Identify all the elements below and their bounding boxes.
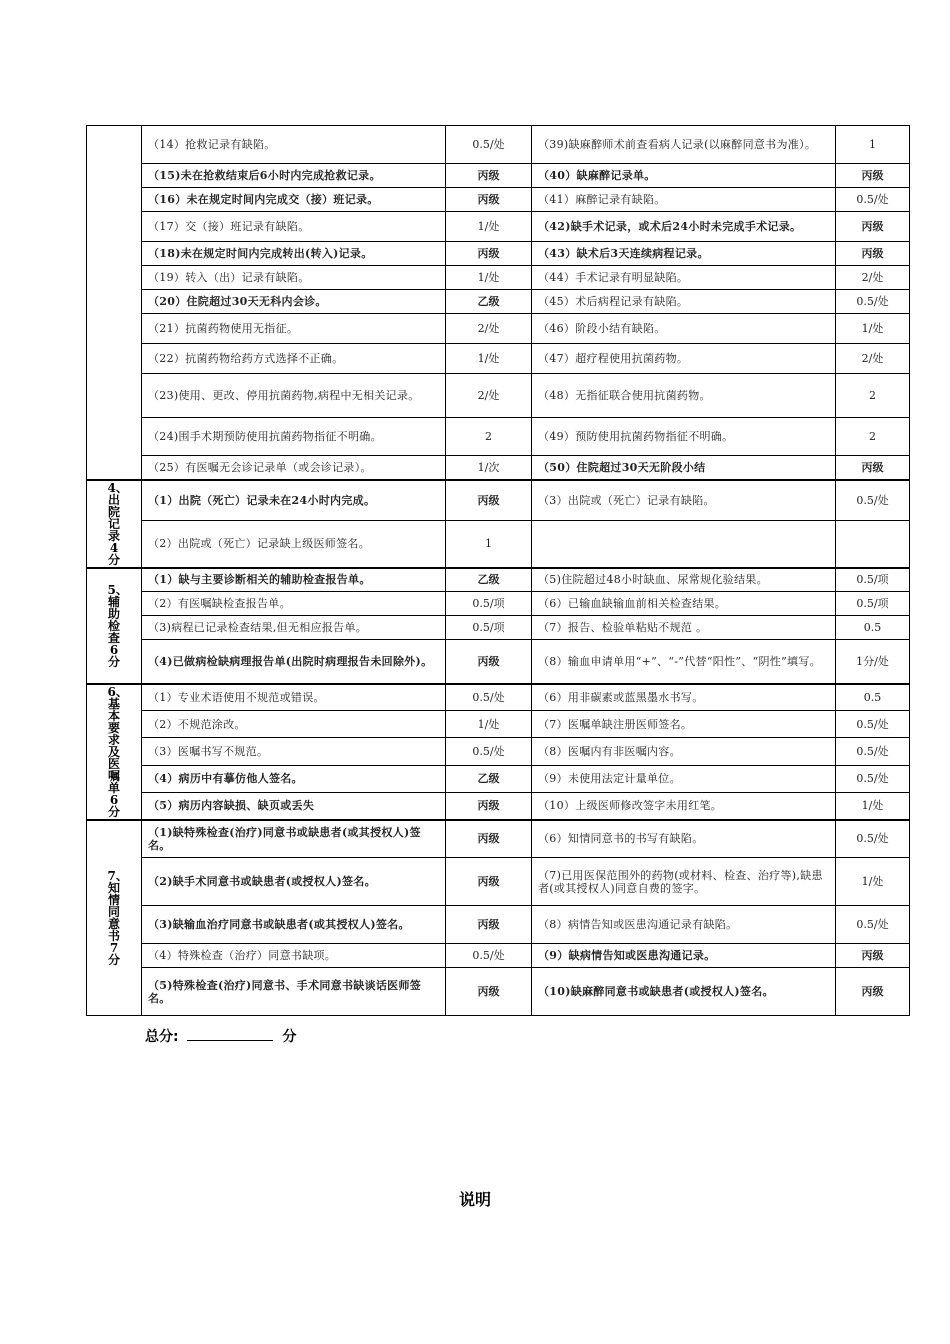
item-deduction: 0.5	[836, 616, 910, 640]
item-description: （4)已做病检缺病理报告单(出院时病理报告未回除外)。	[142, 640, 446, 684]
item-deduction: 乙级	[446, 290, 532, 314]
table-row	[87, 480, 910, 521]
table-row	[87, 568, 910, 592]
item-description: （1）专业术语使用不规范或错误。	[142, 684, 446, 711]
category-label: 6、基本要求及医嘱单6分	[107, 684, 128, 819]
item-description: （3)缺输血治疗同意书或缺患者(或其授权人)签名。	[142, 906, 446, 944]
item-deduction: 1/次	[446, 456, 532, 480]
item-deduction: 2	[446, 418, 532, 456]
item-description: （43）缺术后3天连续病程记录。	[532, 242, 836, 266]
item-deduction: 丙级	[446, 188, 532, 212]
scoring-table	[86, 125, 910, 1016]
table-row	[87, 765, 910, 792]
item-deduction: 丙级	[836, 212, 910, 242]
item-deduction: 0.5/处	[836, 738, 910, 765]
item-description: （45）术后病程记录有缺陷。	[532, 290, 836, 314]
item-deduction: 2/处	[446, 374, 532, 418]
category-cell	[87, 568, 142, 684]
item-deduction: 1/处	[836, 858, 910, 906]
item-description: （5)住院超过48小时缺血、尿常规化验结果。	[532, 568, 836, 592]
item-description: （22）抗菌药物给药方式选择不正确。	[142, 344, 446, 374]
category-label: 5、辅助检查6分	[107, 582, 128, 669]
category-label: 7、知情同意书7分	[107, 868, 128, 967]
item-deduction: 乙级	[446, 765, 532, 792]
item-deduction: 丙级	[446, 792, 532, 819]
note-title: 说明	[458, 1190, 491, 1209]
item-description: （46）阶段小结有缺陷。	[532, 314, 836, 344]
item-description: （41）麻醉记录有缺陷。	[532, 188, 836, 212]
item-deduction: 2	[836, 418, 910, 456]
item-deduction: 0.5/处	[836, 765, 910, 792]
table-row	[87, 418, 910, 456]
table-row	[87, 684, 910, 711]
item-deduction: 2/处	[836, 344, 910, 374]
item-deduction: 0.5/处	[836, 480, 910, 521]
table-row	[87, 792, 910, 819]
item-description: （42)缺手术记录，或术后24小时未完成手术记录。	[532, 212, 836, 242]
item-deduction: 丙级	[836, 968, 910, 1016]
item-description: （24)围手术期预防使用抗菌药物指征不明确。	[142, 418, 446, 456]
item-deduction: 乙级	[446, 568, 532, 592]
item-description: （1)缺特殊检查(治疗)同意书或缺患者(或其授权人)签名。	[142, 820, 446, 858]
item-description: （1）缺与主要诊断相关的辅助检查报告单。	[142, 568, 446, 592]
item-description: （3）出院或（死亡）记录有缺陷。	[532, 480, 836, 521]
item-description: （6）已输血缺输血前相关检查结果。	[532, 592, 836, 616]
category-cell	[87, 820, 142, 1016]
item-description: （1）出院（死亡）记录未在24小时内完成。	[142, 480, 446, 521]
item-deduction: 0.5/项	[446, 616, 532, 640]
item-deduction: 1/处	[836, 792, 910, 819]
item-description: （39)缺麻醉师术前查看病人记录(以麻醉同意书为准）。	[532, 126, 836, 164]
item-deduction: 0.5/处	[446, 126, 532, 164]
item-deduction: 0.5/处	[446, 944, 532, 968]
total-blank[interactable]	[187, 1028, 273, 1041]
item-deduction: 丙级	[446, 820, 532, 858]
item-deduction: 丙级	[446, 906, 532, 944]
item-description: （7）报告、检验单粘贴不规范 。	[532, 616, 836, 640]
item-description: （4）特殊检查（治疗）同意书缺项。	[142, 944, 446, 968]
table-row	[87, 314, 910, 344]
item-description: （16）未在规定时间内完成交（接）班记录。	[142, 188, 446, 212]
item-description: （18)未在规定时间内完成转出(转入)记录。	[142, 242, 446, 266]
item-description: （15)未在抢救结束后6小时内完成抢救记录。	[142, 164, 446, 188]
item-description: （4）病历中有摹仿他人签名。	[142, 765, 446, 792]
total-unit: 分	[282, 1029, 297, 1045]
category-cell	[87, 126, 142, 480]
item-description: （8）输血申请单用“+”、“-”代替“阳性”、“阴性”填写。	[532, 640, 836, 684]
item-description: （8）医嘱内有非医嘱内容。	[532, 738, 836, 765]
table-row	[87, 374, 910, 418]
item-deduction: 1/处	[446, 266, 532, 290]
item-deduction: 丙级	[836, 164, 910, 188]
item-description: （10）上级医师修改签字未用红笔。	[532, 792, 836, 819]
item-description: （10)缺麻醉同意书或缺患者(或授权人)签名。	[532, 968, 836, 1016]
item-deduction: 2/处	[836, 266, 910, 290]
item-deduction: 0.5/处	[836, 290, 910, 314]
item-deduction: 1/处	[446, 344, 532, 374]
item-description: （6）知情同意书的书写有缺陷。	[532, 820, 836, 858]
table-row	[87, 212, 910, 242]
category-cell	[87, 480, 142, 568]
item-description: （7）医嘱单缺注册医师签名。	[532, 711, 836, 738]
item-description: （2)缺手术同意书或缺患者(或授权人)签名。	[142, 858, 446, 906]
item-deduction: 0.5/处	[446, 738, 532, 765]
category-label: 4、出院记录4分	[107, 480, 128, 567]
item-description	[532, 521, 836, 568]
item-deduction: 丙级	[446, 242, 532, 266]
item-description: （48）无指征联合使用抗菌药物。	[532, 374, 836, 418]
item-description: （6）用非碳素或蓝黑墨水书写。	[532, 684, 836, 711]
table-row	[87, 738, 910, 765]
item-deduction: 0.5/处	[836, 188, 910, 212]
item-description: （3)病程已记录检查结果,但无相应报告单。	[142, 616, 446, 640]
item-deduction: 0.5/处	[836, 711, 910, 738]
item-deduction: 1/处	[836, 314, 910, 344]
item-deduction: 1	[836, 126, 910, 164]
item-description: （20）住院超过30天无科内会诊。	[142, 290, 446, 314]
table-row	[87, 164, 910, 188]
table-row	[87, 944, 910, 968]
item-deduction: 丙级	[836, 456, 910, 480]
item-description: （5)特殊检查(治疗)同意书、手术同意书缺谈话医师签名。	[142, 968, 446, 1016]
item-deduction: 2	[836, 374, 910, 418]
table-row	[87, 906, 910, 944]
item-deduction	[836, 521, 910, 568]
item-description: （9）缺病情告知或医患沟通记录。	[532, 944, 836, 968]
item-description: （47）超疗程使用抗菌药物。	[532, 344, 836, 374]
item-deduction: 丙级	[446, 164, 532, 188]
total-score	[145, 1026, 296, 1046]
table-row	[87, 126, 910, 164]
table-row	[87, 188, 910, 212]
item-deduction: 1/处	[446, 212, 532, 242]
table-row	[87, 456, 910, 480]
item-deduction: 丙级	[446, 858, 532, 906]
item-description: （49）预防使用抗菌药物指征不明确。	[532, 418, 836, 456]
item-description: （7)已用医保范围外的药物(或材料、检查、治疗等),缺患者(或其授权人)同意自费的签字。	[532, 858, 836, 906]
item-description: （2）有医嘱缺检查报告单。	[142, 592, 446, 616]
item-description: （17）交（接）班记录有缺陷。	[142, 212, 446, 242]
table-row	[87, 820, 910, 858]
table-row	[87, 521, 910, 568]
item-deduction: 2/处	[446, 314, 532, 344]
item-deduction: 丙级	[446, 480, 532, 521]
item-deduction: 0.5/项	[446, 592, 532, 616]
item-description: （25）有医嘱无会诊记录单（或会诊记录）。	[142, 456, 446, 480]
item-deduction: 1/处	[446, 711, 532, 738]
item-deduction: 0.5/处	[836, 906, 910, 944]
table-row	[87, 242, 910, 266]
table-row	[87, 858, 910, 906]
category-cell	[87, 684, 142, 820]
table-row	[87, 592, 910, 616]
table-row	[87, 266, 910, 290]
table-row	[87, 968, 910, 1016]
table-row	[87, 711, 910, 738]
item-description: （9）未使用法定计量单位。	[532, 765, 836, 792]
total-label: 总分:	[145, 1029, 179, 1045]
item-description: （2）出院或（死亡）记录缺上级医师签名。	[142, 521, 446, 568]
item-description: （8）病情告知或医患沟通记录有缺陷。	[532, 906, 836, 944]
item-deduction: 0.5/处	[836, 820, 910, 858]
item-deduction: 0.5/处	[446, 684, 532, 711]
item-deduction: 1	[446, 521, 532, 568]
item-deduction: 丙级	[836, 242, 910, 266]
item-description: （3）医嘱书写不规范。	[142, 738, 446, 765]
table-row	[87, 290, 910, 314]
item-description: （14）抢救记录有缺陷。	[142, 126, 446, 164]
item-deduction: 丙级	[446, 640, 532, 684]
table-row	[87, 640, 910, 684]
item-description: （2）不规范涂改。	[142, 711, 446, 738]
item-description: （19）转入（出）记录有缺陷。	[142, 266, 446, 290]
table-row	[87, 616, 910, 640]
item-description: （23)使用、更改、停用抗菌药物,病程中无相关记录。	[142, 374, 446, 418]
item-deduction: 0.5/项	[836, 592, 910, 616]
item-deduction: 0.5	[836, 684, 910, 711]
item-deduction: 0.5/项	[836, 568, 910, 592]
item-description: （44）手术记录有明显缺陷。	[532, 266, 836, 290]
item-deduction: 1分/处	[836, 640, 910, 684]
item-description: （21）抗菌药物使用无指征。	[142, 314, 446, 344]
item-description: （50）住院超过30天无阶段小结	[532, 456, 836, 480]
item-description: （5）病历内容缺损、缺页或丢失	[142, 792, 446, 819]
table-row	[87, 344, 910, 374]
item-description: （40）缺麻醉记录单。	[532, 164, 836, 188]
item-deduction: 丙级	[446, 968, 532, 1016]
item-deduction: 丙级	[836, 944, 910, 968]
